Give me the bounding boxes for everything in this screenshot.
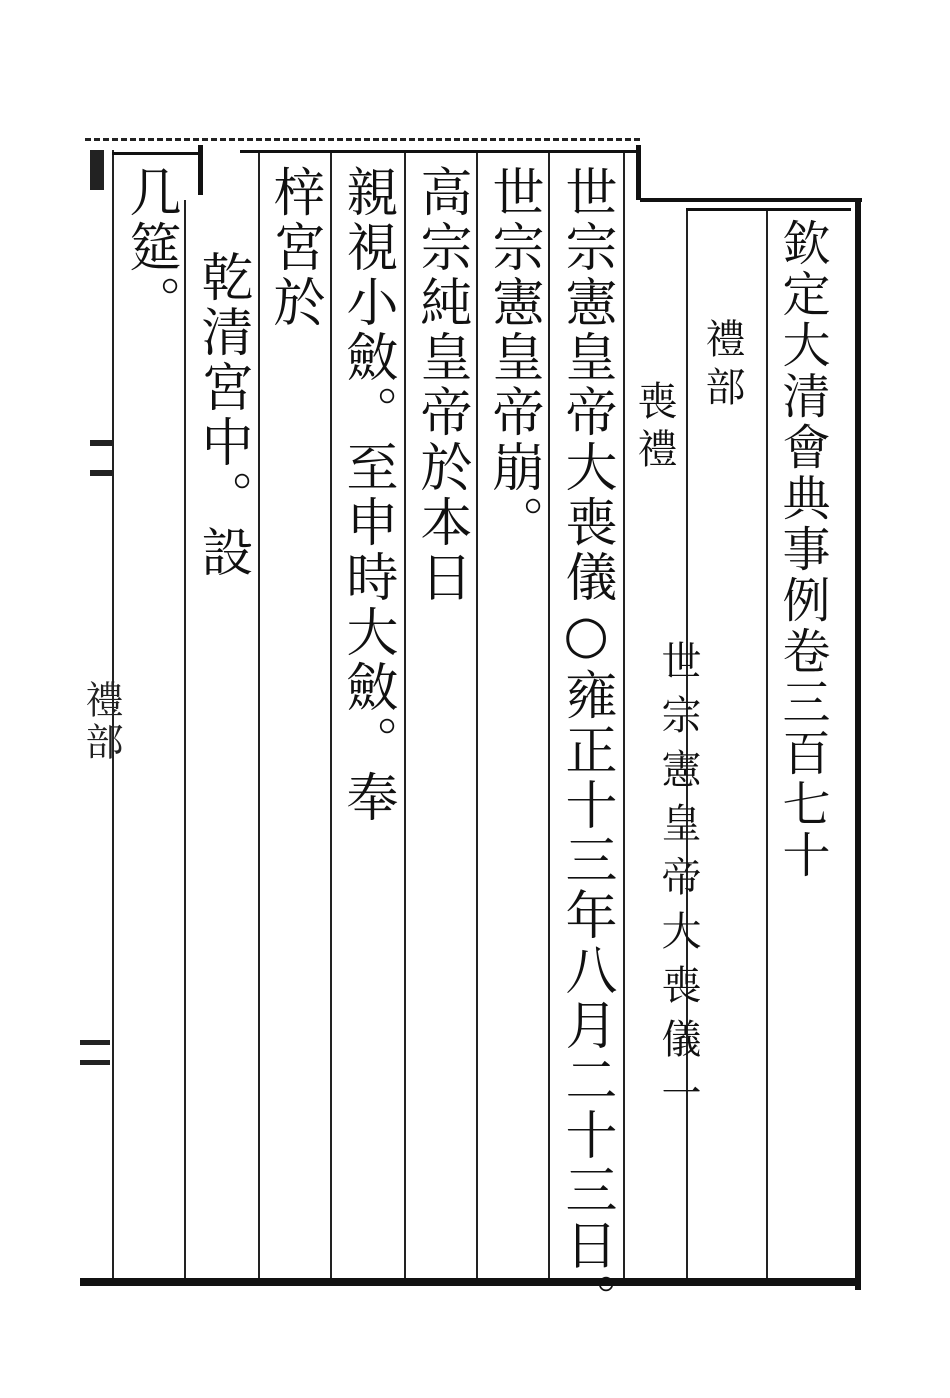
column-rule bbox=[184, 200, 186, 1278]
margin-label: 禮部 bbox=[79, 680, 123, 764]
column-rule bbox=[623, 150, 625, 1278]
text-column: 親視小斂。至申時大斂。奉 bbox=[337, 165, 397, 825]
department-label: 禮部 bbox=[699, 318, 745, 414]
margin-mark bbox=[90, 150, 104, 190]
margin-mark bbox=[80, 1040, 110, 1045]
title-box-left bbox=[766, 210, 768, 1278]
margin-mark bbox=[90, 470, 112, 476]
column-rule bbox=[548, 150, 550, 1278]
section-label: 喪禮 bbox=[631, 380, 677, 476]
text-column: 几筵。 bbox=[120, 165, 180, 330]
inner-top-line bbox=[240, 150, 638, 153]
inner-top-line bbox=[112, 152, 200, 155]
text-column: 世宗憲皇帝崩。 bbox=[483, 165, 543, 550]
right-border bbox=[855, 200, 861, 1290]
column-rule bbox=[404, 150, 406, 1278]
bottom-border bbox=[80, 1278, 860, 1286]
text-column: 高宗純皇帝於本日 bbox=[411, 165, 471, 605]
text-column: 乾清宮中。設 bbox=[192, 250, 252, 580]
section-subtitle: 世宗憲皇帝大喪儀一 bbox=[655, 640, 701, 1126]
column-rule bbox=[330, 150, 332, 1278]
column-rule bbox=[258, 150, 260, 1278]
top-border-step-right bbox=[636, 145, 641, 200]
top-border bbox=[85, 138, 640, 141]
column-rule bbox=[476, 150, 478, 1278]
text-column: 梓宮於 bbox=[264, 165, 324, 330]
text-column: 世宗憲皇帝大喪儀○雍正十三年八月二十三日。 bbox=[556, 165, 616, 1328]
top-border-right bbox=[640, 198, 862, 202]
book-title: 欽定大清會典事例卷三百七十 bbox=[774, 218, 830, 881]
title-box-top bbox=[686, 208, 851, 211]
margin-mark bbox=[90, 440, 112, 446]
margin-mark bbox=[80, 1060, 110, 1065]
